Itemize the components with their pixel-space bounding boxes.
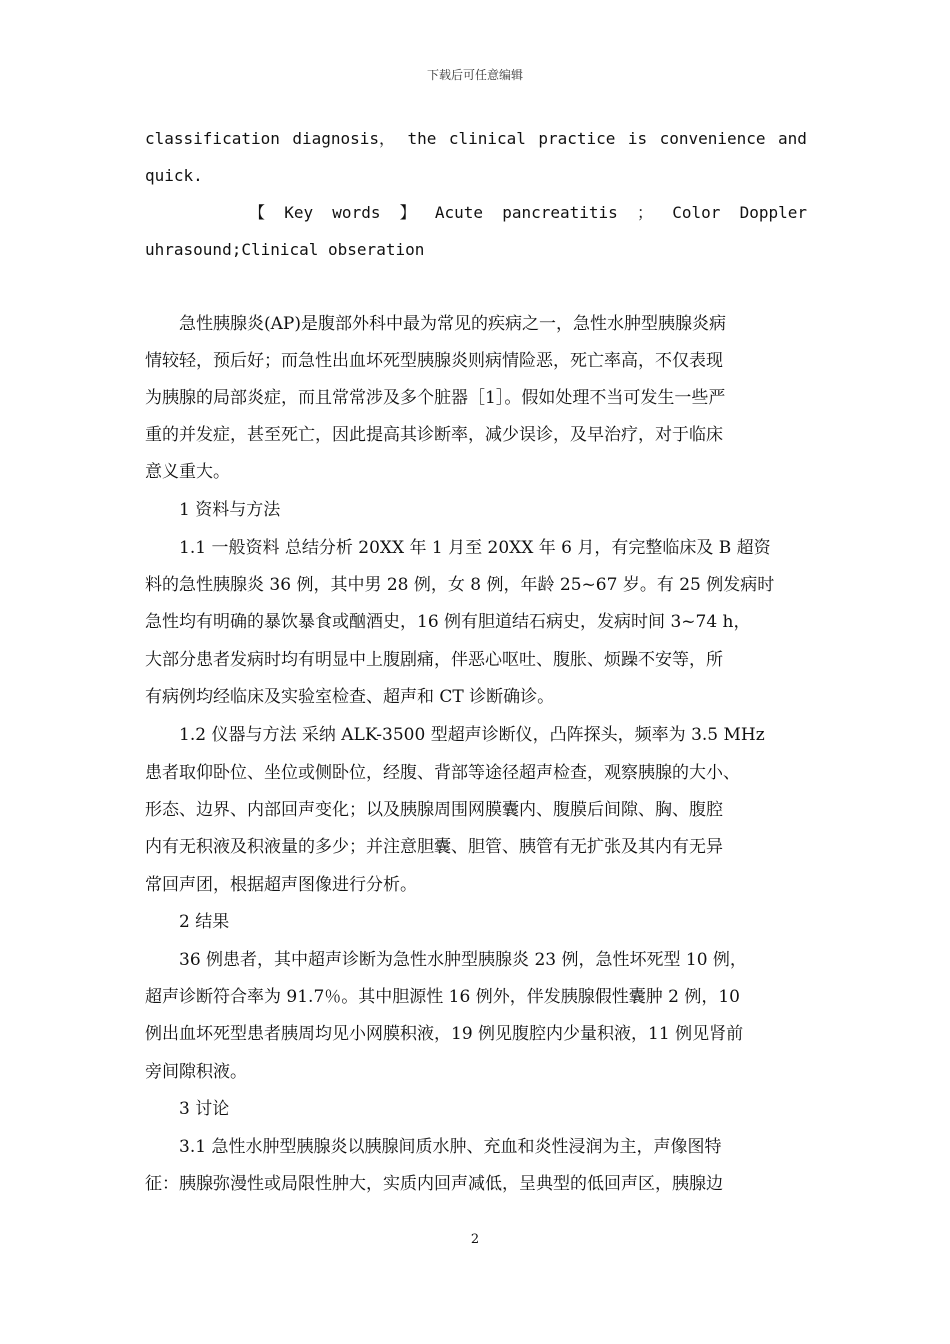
kw-token: Key	[284, 203, 314, 222]
body-line: 意义重大。	[145, 462, 230, 482]
kw-token: ；	[637, 203, 654, 222]
kw-token: Acute	[434, 203, 484, 222]
abstract-line-2: quick.	[145, 166, 203, 185]
body-line: 为胰腺的局部炎症，而且常常涉及多个脏器［1］。假如处理不当可发生一些严	[145, 388, 726, 408]
abstract-word: clinical	[448, 129, 526, 148]
body-line: 有病例均经临床及实验室检查、超声和 CT 诊断确诊。	[145, 687, 555, 707]
body-line: 36 例患者，其中超声诊断为急性水肿型胰腺炎 23 例，急性坏死型 10 例，	[145, 950, 747, 970]
body-line: 旁间隙积液。	[145, 1062, 247, 1082]
body-line: 患者取仰卧位、坐位或侧卧位，经腹、背部等途径超声检查，观察胰腺的大小、	[145, 763, 740, 783]
body-line: 重的并发症，甚至死亡，因此提高其诊断率，减少误诊，及早治疗，对于临床	[145, 425, 723, 445]
keywords-line	[249, 203, 807, 223]
body-line: 超声诊断符合率为 91.7％。其中胆源性 16 例外，伴发胰腺假性囊肿 2 例，10	[145, 987, 740, 1007]
abstract-word: convenience	[659, 129, 766, 148]
kw-token: words	[332, 203, 381, 222]
body-line: 征：胰腺弥漫性或局限性肿大，实质内回声减低，呈典型的低回声区，胰腺边	[145, 1174, 723, 1194]
kw-token: 【	[249, 203, 266, 222]
abstract-word: practice	[538, 129, 616, 148]
kw-token: pancreatitis	[502, 203, 618, 222]
abstract-line-1	[145, 129, 807, 149]
abstract-word: and	[778, 129, 807, 148]
section-heading: 1 资料与方法	[145, 500, 281, 520]
body-line: 急性胰腺炎(AP)是腹部外科中最为常见的疾病之一，急性水肿型胰腺炎病	[145, 314, 726, 334]
abstract-word: diagnosis，	[292, 129, 396, 148]
abstract-word: is	[627, 129, 648, 148]
body-line: 急性均有明确的暴饮暴食或酗酒史，16 例有胆道结石病史，发病时间 3~74 h，	[145, 612, 751, 632]
body-line: 1.1 一般资料 总结分析 20XX 年 1 月至 20XX 年 6 月，有完整临床及 B 超资	[145, 538, 771, 558]
kw-token: Doppler	[739, 203, 807, 222]
body-line: 情较轻，预后好；而急性出血坏死型胰腺炎则病情险恶，死亡率高，不仅表现	[145, 351, 723, 371]
body-line: 常回声团，根据超声图像进行分析。	[145, 875, 417, 895]
body-line: 大部分患者发病时均有明显中上腹剧痛，伴恶心呕吐、腹胀、烦躁不安等，所	[145, 650, 723, 670]
section-heading: 2 结果	[145, 912, 230, 932]
body-line: 3.1 急性水肿型胰腺炎以胰腺间质水肿、充血和炎性浸润为主，声像图特	[145, 1137, 722, 1157]
keywords-line-2: uhrasound;Clinical obseration	[145, 240, 425, 259]
body-line: 料的急性胰腺炎 36 例，其中男 28 例，女 8 例，年龄 25~67 岁。有 25 例发病时	[145, 575, 775, 595]
page-header: 下载后可任意编辑	[426, 68, 523, 82]
kw-token: Color	[672, 203, 721, 222]
kw-token: 】	[399, 203, 416, 222]
abstract-word: the	[407, 129, 437, 148]
body-line: 内有无积液及积液量的多少；并注意胆囊、胆管、胰管有无扩张及其内有无异	[145, 837, 723, 857]
body-line: 例出血坏死型患者胰周均见小网膜积液，19 例见腹腔内少量积液，11 例见肾前	[145, 1024, 744, 1044]
body-line: 形态、边界、内部回声变化；以及胰腺周围网膜囊内、腹膜后间隙、胸、腹腔	[145, 800, 723, 820]
page-number: 2	[470, 1232, 480, 1247]
abstract-word: classification	[145, 129, 280, 148]
body-line: 1.2 仪器与方法 采纳 ALK-3500 型超声诊断仪，凸阵探头，频率为 3.5 MHz	[145, 725, 765, 745]
section-heading: 3 讨论	[145, 1099, 230, 1119]
